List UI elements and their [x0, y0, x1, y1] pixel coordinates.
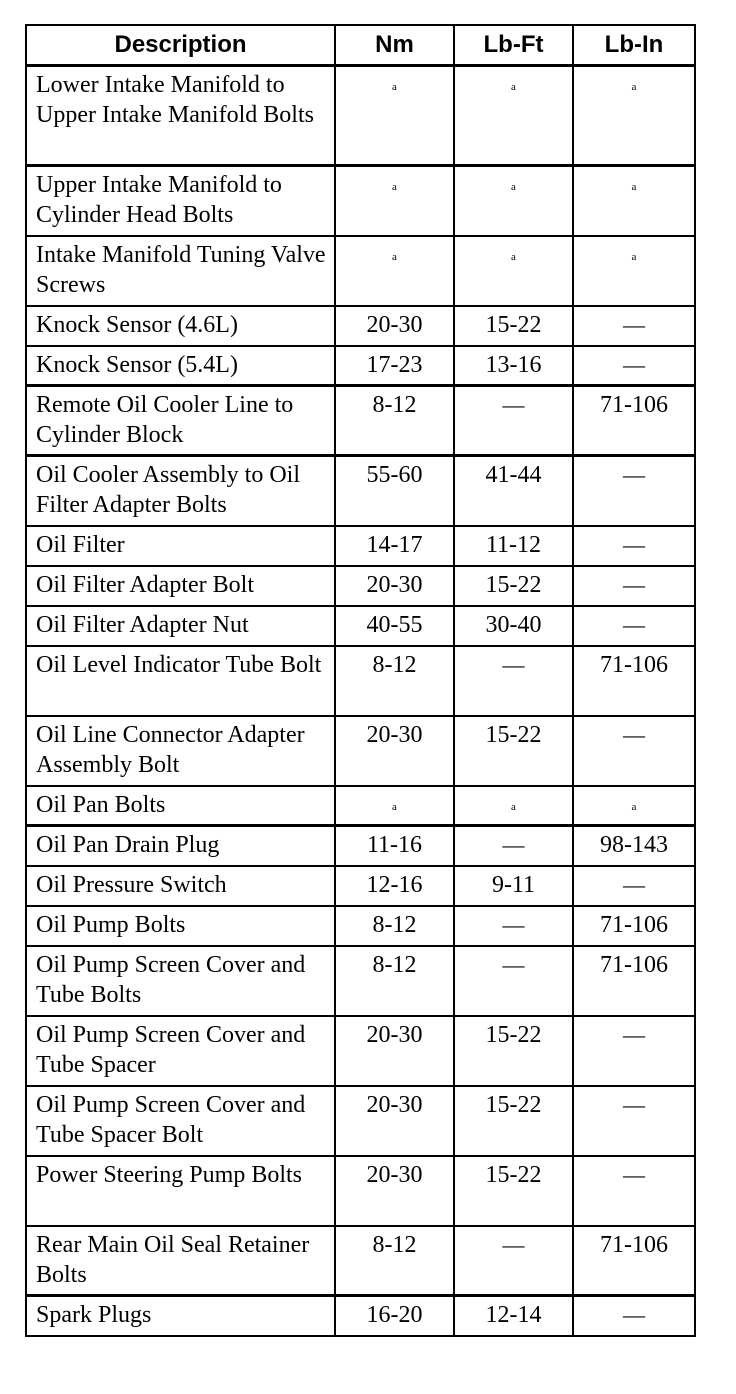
lbin-cell: 71-106 — [573, 1226, 695, 1296]
lbft-cell: 9-11 — [454, 866, 573, 906]
description-cell: Knock Sensor (4.6L) — [26, 306, 335, 346]
lbin-cell — [573, 866, 695, 906]
nm-cell: 16-20 — [335, 1296, 454, 1336]
lbft-cell — [454, 166, 573, 236]
description-cell: Oil Pump Screen Cover and Tube Bolts — [26, 946, 335, 1016]
dash-value: — — [623, 1161, 645, 1187]
description-cell: Oil Pump Screen Cover and Tube Spacer — [26, 1016, 335, 1086]
nm-cell: 8-12 — [335, 1226, 454, 1296]
lbft-cell — [454, 1226, 573, 1296]
lbin-cell — [573, 1086, 695, 1156]
nm-cell: 8-12 — [335, 946, 454, 1016]
table-row — [26, 456, 695, 526]
description-cell: Intake Manifold Tuning Valve Screws — [26, 236, 335, 306]
footnote-marker: a — [631, 250, 637, 263]
table-row — [26, 826, 695, 866]
description-cell: Lower Intake Manifold to Upper Intake Manifold Bolts — [26, 66, 335, 166]
dash-value: — — [623, 531, 645, 557]
description-cell: Oil Filter — [26, 526, 335, 566]
dash-value: — — [623, 351, 645, 377]
lbin-cell: 71-106 — [573, 646, 695, 716]
lbin-cell — [573, 566, 695, 606]
lbin-cell: 71-106 — [573, 386, 695, 456]
dash-value: — — [623, 1091, 645, 1117]
lbin-cell — [573, 66, 695, 166]
description-cell: Oil Filter Adapter Nut — [26, 606, 335, 646]
table-row — [26, 526, 695, 566]
lbft-cell — [454, 386, 573, 456]
nm-cell — [335, 786, 454, 826]
header-lbin: Lb-In — [573, 25, 695, 66]
description-cell: Oil Filter Adapter Bolt — [26, 566, 335, 606]
nm-cell: 20-30 — [335, 1086, 454, 1156]
lbft-cell: 15-22 — [454, 566, 573, 606]
table-row — [26, 866, 695, 906]
nm-cell — [335, 66, 454, 166]
description-cell: Oil Pump Bolts — [26, 906, 335, 946]
dash-value: — — [623, 871, 645, 897]
lbft-cell: 15-22 — [454, 1016, 573, 1086]
dash-value: — — [623, 1021, 645, 1047]
nm-cell: 55-60 — [335, 456, 454, 526]
table-row — [26, 1086, 695, 1156]
table-row — [26, 236, 695, 306]
lbft-cell: 11-12 — [454, 526, 573, 566]
footnote-marker: a — [511, 81, 516, 93]
table-row — [26, 646, 695, 716]
lbft-cell: 15-22 — [454, 306, 573, 346]
description-cell: Rear Main Oil Seal Retainer Bolts — [26, 1226, 335, 1296]
footnote-marker: a — [631, 800, 637, 813]
table-row — [26, 946, 695, 1016]
table-row — [26, 606, 695, 646]
dash-value: — — [502, 951, 525, 977]
description-cell: Power Steering Pump Bolts — [26, 1156, 335, 1226]
lbin-cell — [573, 306, 695, 346]
lbin-cell: 71-106 — [573, 946, 695, 1016]
nm-cell: 17-23 — [335, 346, 454, 386]
table-row — [26, 566, 695, 606]
lbin-cell — [573, 456, 695, 526]
dash-value: — — [623, 462, 645, 487]
footnote-marker: a — [392, 181, 397, 193]
description-cell: Oil Pump Screen Cover and Tube Spacer Bolt — [26, 1086, 335, 1156]
lbin-cell — [573, 346, 695, 386]
lbft-cell: 13-16 — [454, 346, 573, 386]
footnote-marker: a — [631, 81, 637, 93]
footnote-marker: a — [392, 250, 397, 263]
nm-cell: 8-12 — [335, 386, 454, 456]
lbft-cell: 15-22 — [454, 1156, 573, 1226]
table-row — [26, 1156, 695, 1226]
description-cell: Oil Pan Drain Plug — [26, 826, 335, 866]
lbft-cell: 15-22 — [454, 716, 573, 786]
lbft-cell — [454, 906, 573, 946]
nm-cell: 20-30 — [335, 566, 454, 606]
lbin-cell — [573, 786, 695, 826]
dash-value: — — [623, 571, 645, 597]
nm-cell: 20-30 — [335, 306, 454, 346]
table-row — [26, 1016, 695, 1086]
table-row — [26, 346, 695, 386]
lbin-cell — [573, 1156, 695, 1226]
table-row — [26, 906, 695, 946]
footnote-marker: a — [392, 800, 397, 813]
footnote-marker: a — [511, 250, 516, 263]
nm-cell: 40-55 — [335, 606, 454, 646]
description-cell: Oil Level Indicator Tube Bolt — [26, 646, 335, 716]
dash-value: — — [502, 1231, 525, 1257]
nm-cell: 14-17 — [335, 526, 454, 566]
nm-cell — [335, 236, 454, 306]
lbft-cell: 12-14 — [454, 1296, 573, 1336]
table-row — [26, 386, 695, 456]
dash-value: — — [502, 832, 525, 857]
description-cell: Upper Intake Manifold to Cylinder Head Bolts — [26, 166, 335, 236]
description-cell: Oil Pan Bolts — [26, 786, 335, 826]
lbft-cell: 41-44 — [454, 456, 573, 526]
table-row — [26, 66, 695, 166]
lbft-cell — [454, 786, 573, 826]
lbin-cell — [573, 236, 695, 306]
lbft-cell — [454, 236, 573, 306]
nm-cell: 12-16 — [335, 866, 454, 906]
footnote-marker: a — [631, 181, 637, 193]
lbft-cell — [454, 66, 573, 166]
header-nm: Nm — [335, 25, 454, 66]
nm-cell: 11-16 — [335, 826, 454, 866]
lbin-cell — [573, 716, 695, 786]
footnote-marker: a — [392, 81, 397, 93]
table-row — [26, 306, 695, 346]
description-cell: Spark Plugs — [26, 1296, 335, 1336]
table-row — [26, 1226, 695, 1296]
description-cell: Knock Sensor (5.4L) — [26, 346, 335, 386]
description-cell: Oil Line Connector Adapter Assembly Bolt — [26, 716, 335, 786]
table-row — [26, 716, 695, 786]
dash-value: — — [502, 392, 525, 417]
description-cell: Oil Pressure Switch — [26, 866, 335, 906]
nm-cell: 20-30 — [335, 716, 454, 786]
dash-value: — — [502, 651, 525, 677]
header-row — [26, 25, 695, 66]
lbft-cell — [454, 646, 573, 716]
description-cell: Oil Cooler Assembly to Oil Filter Adapter Bolts — [26, 456, 335, 526]
footnote-marker: a — [511, 181, 516, 193]
table-row — [26, 786, 695, 826]
dash-value: — — [623, 1302, 645, 1327]
table-row — [26, 1296, 695, 1336]
torque-spec-table — [25, 24, 696, 1337]
dash-value: — — [502, 911, 525, 937]
nm-cell: 20-30 — [335, 1156, 454, 1226]
lbin-cell — [573, 1016, 695, 1086]
lbin-cell: 71-106 — [573, 906, 695, 946]
nm-cell: 8-12 — [335, 646, 454, 716]
lbft-cell — [454, 826, 573, 866]
dash-value: — — [623, 611, 645, 637]
lbin-cell — [573, 1296, 695, 1336]
nm-cell — [335, 166, 454, 236]
lbin-cell — [573, 526, 695, 566]
nm-cell: 20-30 — [335, 1016, 454, 1086]
lbin-cell — [573, 166, 695, 236]
table-row — [26, 166, 695, 236]
lbin-cell: 98-143 — [573, 826, 695, 866]
header-lbft: Lb-Ft — [454, 25, 573, 66]
lbin-cell — [573, 606, 695, 646]
nm-cell: 8-12 — [335, 906, 454, 946]
header-description: Description — [26, 25, 335, 66]
lbft-cell: 30-40 — [454, 606, 573, 646]
description-cell: Remote Oil Cooler Line to Cylinder Block — [26, 386, 335, 456]
lbft-cell: 15-22 — [454, 1086, 573, 1156]
dash-value: — — [623, 721, 645, 747]
lbft-cell — [454, 946, 573, 1016]
footnote-marker: a — [511, 800, 516, 813]
dash-value: — — [623, 311, 645, 337]
